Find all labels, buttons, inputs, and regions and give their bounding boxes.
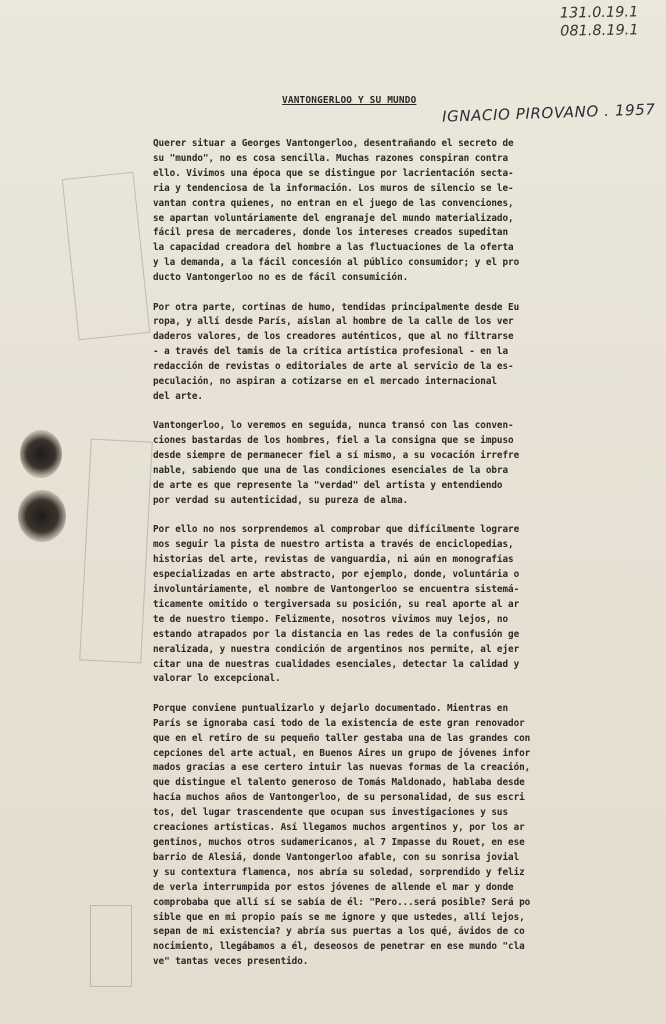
pencil-sketch-bottom — [90, 905, 132, 987]
text-line: te de nuestro tiempo. Felizmente, nosotros vivimos muy lejos, no — [153, 613, 509, 625]
text-line: Por ello no nos sorprendemos al comprobar que difícilmente lograre — [153, 524, 520, 536]
text-line: ria y tendenciosa de la información. Los muros de silencio se le- — [153, 182, 514, 194]
text-line: de arte es que represente la "verdad" del artista y entendiendo — [153, 480, 503, 492]
text-line: peculación, no aspiran a cotizarse en el mercado internacional — [153, 376, 497, 388]
ink-stain-top — [20, 430, 62, 478]
text-line: que distingue el talento generoso de Tomás Maldonado, hablaba desde — [153, 777, 525, 789]
text-line: mos seguir la pista de nuestro artista a través de enciclopedias, — [153, 539, 514, 551]
text-line: desde siempre de permanecer fiel a sí mismo, a su vocación irrefre — [153, 450, 520, 462]
text-line: creaciones artísticas. Así llegamos muchos argentinos y, por los ar — [153, 822, 525, 834]
text-line: tos, del lugar trascendente que ocupan sus investigaciones y sus — [153, 807, 509, 819]
text-line: neralizada, y nuestra condición de argentinos nos permite, al ejer — [153, 643, 520, 655]
text-line: involuntáriamente, el nombre de Vantongerloo se encuentra sistemá- — [153, 583, 520, 595]
text-line: estando atrapados por la distancia en las redes de la confusión ge — [153, 628, 520, 640]
text-line: - a través del tamis de la crítica artística profesional - en la — [153, 346, 509, 358]
text-line: Porque conviene puntualizarlo y dejarlo documentado. Mientras en — [153, 702, 509, 714]
text-line: redacción de revistas o editoriales de arte al servicio de la es- — [153, 361, 514, 373]
text-line: Por otra parte, cortinas de humo, tendidas principalmente desde Eu — [153, 301, 520, 313]
paragraph — [153, 702, 605, 970]
text-line: comprobaba que allí sí se sabía de él: "Pero...será posible? Será po — [153, 896, 531, 908]
document-body — [153, 137, 605, 985]
text-line: ciones bastardas de los hombres, fiel a la consigna que se impuso — [153, 435, 514, 447]
text-line: gentinos, muchos otros sudamericanos, al 7 Impasse du Rouet, en ese — [153, 836, 525, 848]
text-line: ropa, y allí desde París, aíslan al hombre de la calle de los ver — [153, 316, 514, 328]
text-line: sible que en mi propio país se me ignore y que ustedes, allí lejos, — [153, 911, 525, 923]
paragraph — [153, 523, 605, 687]
archive-codes — [559, 3, 638, 40]
text-line: ve" tantas veces presentido. — [153, 956, 309, 968]
text-line: se apartan voluntáriamente del engranaje del mundo materializado, — [153, 212, 514, 224]
text-line: especializadas en arte abstracto, por ejemplo, donde, voluntária o — [153, 569, 520, 581]
pencil-sketch-left — [62, 172, 151, 341]
text-line: ticamente omitido o tergiversada su posición, su real aporte al ar — [153, 598, 520, 610]
text-line: historias del arte, revistas de vanguardia, ni aún en monografías — [153, 554, 514, 566]
text-line: su "mundo", no es cosa sencilla. Muchas razones conspiran contra — [153, 152, 509, 164]
text-line: daderos valores, de los creadores auténticos, que al no filtrarse — [153, 331, 514, 343]
text-line: cepciones del arte actual, en Buenos Aires un grupo de jóvenes infor — [153, 747, 531, 759]
paragraph — [153, 137, 605, 286]
text-line: ducto Vantongerloo no es de fácil consumición. — [153, 272, 409, 284]
text-line: fácil presa de mercaderes, donde los intereses creados supeditan — [153, 227, 509, 239]
text-line: de verla interrumpida por estos jóvenes de allende el mar y donde — [153, 881, 514, 893]
handwritten-author-note: IGNACIO PIROVANO . 1957 — [441, 100, 656, 126]
paragraph — [153, 419, 605, 508]
text-line: vantan contra quienes, no entran en el juego de las convenciones, — [153, 197, 514, 209]
text-line: nocimiento, llegábamos a él, deseosos de penetrar en ese mundo "cla — [153, 941, 525, 953]
pencil-sketch-grid — [79, 439, 153, 664]
ink-stain-bottom — [18, 490, 66, 542]
text-line: la capacidad creadora del hombre a las fluctuaciones de la oferta — [153, 242, 514, 254]
archive-code-1: 131.0.19.1 — [559, 4, 638, 22]
document-title: VANTONGERLOO Y SU MUNDO — [282, 95, 417, 106]
text-line: y la demanda, a la fácil concesión al público consumidor; y el pro — [153, 257, 520, 269]
archive-code-2: 081.8.19.1 — [559, 22, 639, 40]
text-line: mados gracias a ese certero intuir las nuevas formas de la creación, — [153, 762, 531, 774]
text-line: París se ignoraba casi todo de la existencia de este gran renovador — [153, 717, 525, 729]
text-line: ello. Vivimos una época que se distingue por lacrientación secta- — [153, 167, 514, 179]
text-line: nable, sabiendo que una de las condiciones esenciales de la obra — [153, 465, 509, 477]
text-line: Querer situar a Georges Vantongerloo, desentrañando el secreto de — [153, 138, 514, 149]
text-line: y su contextura flamenca, nos abría su soledad, sorprendido y feliz — [153, 866, 525, 878]
text-line: Vantongerloo, lo veremos en seguida, nunca transó con las conven- — [153, 420, 514, 432]
text-line: que en el retiro de su pequeño taller gestaba una de las grandes con — [153, 732, 531, 744]
text-line: citar una de nuestras cualidades esenciales, detectar la calidad y — [153, 658, 520, 670]
paragraph — [153, 301, 605, 405]
text-line: valorar lo excepcional. — [153, 673, 281, 685]
text-line: del arte. — [153, 391, 203, 402]
text-line: por verdad su autenticidad, su pureza de alma. — [153, 494, 409, 506]
text-line: sepan de mi existencia? y abría sus puertas a los qué, ávidos de co — [153, 926, 525, 938]
text-line: hacía muchos años de Vantongerloo, de su personalidad, de sus escri — [153, 792, 525, 804]
text-line: barrio de Alesiá, donde Vantongerloo afable, con su sonrisa jovial — [153, 851, 520, 863]
